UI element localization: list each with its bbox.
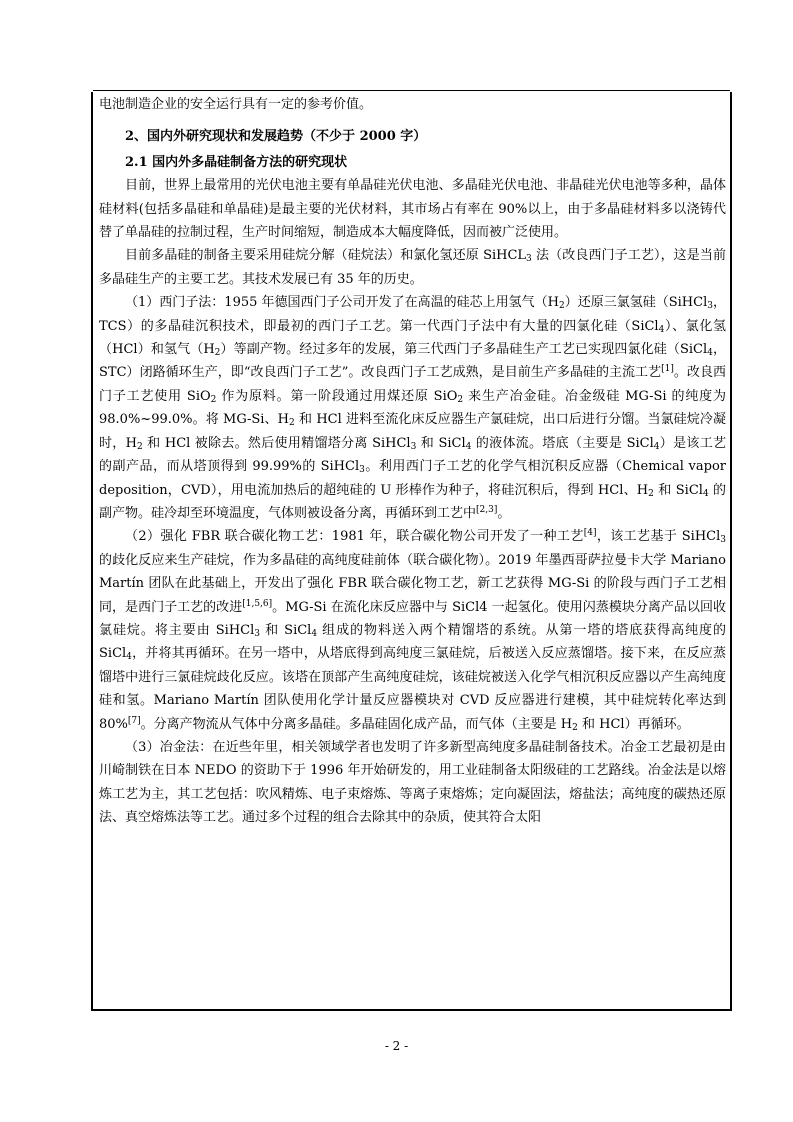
subscript: 4 [707,348,713,359]
text-run: ，并将其再循环。在另一塔中，从塔底得到高纯度三氯硅烷，后被送入反应蒸馏塔。接下来，在反应蒸馏塔中进行三氯硅烷歧化反应。该塔在顶部产生高纯度硅烷，该硅烷被送入化学气相沉积反应器以产生高纯度硅和氢。Mariano Martín 团队使用化学计量反应器模块对 CVD 反应器进行建模，其中硅烷转化率达到 80% [99,646,726,732]
subscript: 3 [359,465,365,476]
subscript: 2 [136,441,143,452]
subscript: 3 [254,628,261,639]
text-run: 组成的物料送入两个精馏塔的系统。从第一塔的塔底获得高纯度的 SiCl [99,622,727,662]
body-paragraph [99,174,726,244]
text-run: 的副产物。硅冷却至环境温度，气体则被设备分离，再循环到工艺中 [99,482,727,521]
body-paragraph [99,291,726,525]
text-run: 的液体流。塔底（主要是 SiCl [471,435,654,451]
text-run: 2.1 国内外多晶硅制备方法的研究现状 [125,154,348,170]
text-run: 目前多晶硅的制备主要采用硅烷分解（硅烷法）和氯化氢还原 SiHCL [125,248,527,264]
body-paragraph [99,93,726,116]
document-body [99,93,726,830]
citation-ref: [1,5,6] [242,598,273,609]
body-paragraph [99,244,726,291]
citation-ref: [1] [661,364,674,375]
text-run: 目前，世界上最常用的光伏电池主要有单晶硅光伏电池、多晶硅光伏电池、非晶硅光伏电池等多种，晶体硅材料(包括多晶硅和单晶硅)是最主要的光伏材料，其市场占有率在 90%以上，由于多晶硅材料多以浇铸代替了单晶硅的拉制过程，生产时间缩短，制造成本大幅度降低，因而被广泛使用。 [99,178,726,241]
subscript: 2 [572,722,578,733]
text-run: 来生产冶金硅。冶金级硅 MG-Si 的纯度为 98.0%~99.0%。将 MG-Si、H [99,388,726,428]
text-run: ）等副产物。经过多年的发展，第三代西门子多晶硅生产工艺已实现四氯化硅（SiCl [220,342,708,358]
text-run: （2）强化 FBR 联合碳化物工艺：1981 年，联合碳化物公司开发了一种工艺 [125,529,584,545]
text-run: ，TCS）的多晶硅沉积技术，即最初的西门子工艺。第一代西门子法中有大量的四氯化硅（SiCl [99,295,726,334]
citation-ref: [2,3] [476,504,498,515]
text-run: 和 HCl 进料至流化床反应器生产氯硅烷，出口后进行分馏。当氯硅烷冷凝时，H [99,412,726,451]
text-run: 法（改良西门子工艺），这是当前多晶硅生产的主要工艺。其技术发展已有 35 年的历史。 [99,248,726,287]
body-paragraph [99,525,726,736]
subscript: 3 [526,254,532,265]
text-run: 和 SiCl [416,435,466,451]
text-run: ，STC）闭路循环生产，即“改良西门子工艺”。改良西门子工艺成熟，是目前生产多晶硅的主流工艺 [99,342,727,381]
text-run: 。MG-Si 在流化床反应器中与 SiCl4 一起氢化。使用闪蒸模块分离产品以回收氯硅烷。将主要由 SiHCl [99,599,726,638]
subscript: 2 [289,418,295,429]
subscript: 2 [210,394,217,405]
text-run: 和 HCl 被除去。然后使用精馏塔分离 SiHCl [142,435,411,451]
subscript: 4 [653,441,660,452]
text-run: ）是该工艺的副产品，而从塔顶得到 99.99%的 SiHCl [99,435,727,475]
subscript: 4 [311,628,318,639]
page-number: - 2 - [384,1039,409,1053]
text-run: ）还原三氯氢硅（SiHCl [564,295,708,311]
subscript: 2 [558,301,565,312]
text-run: 。分离产物流从气体中分离多晶硅。多晶硅固化成产品，而气体（主要是 H [140,716,573,732]
text-run: （1）西门子法：1955 年德国西门子公司开发了在高温的硅芯上用氢气（H [125,295,559,311]
text-run: ）、氯化氢（HCl）和氢气（H [99,318,726,358]
subscript: 2 [214,348,221,359]
text-run: 和 SiCl [260,622,312,638]
subscript: 3 [410,441,417,452]
subscript: 3 [720,535,726,546]
subscript: 4 [658,324,665,335]
citation-ref: [4] [583,528,597,539]
text-run: 的歧化反应来生产硅烷，作为多晶硅的高纯度硅前体（联合碳化物）。2019 年墨西哥萨拉曼卡大学 Mariano Martín 团队在此基础上，开发出了强化 FBR 联合碳化物工艺，新工艺获得 MG-Si 的阶段与西门子工艺相同，是西门子工艺的改进 [99,552,726,615]
subscript: 2 [457,394,464,405]
citation-ref: [7] [127,715,141,726]
body-paragraph [99,736,726,830]
section-heading [99,125,726,148]
text-run: 。 [497,505,511,521]
subscript: 2 [648,488,654,499]
text-run: ，该工艺基于 SiHCl [596,529,721,545]
subscript: 4 [465,441,472,452]
text-run: 。改良西门子工艺使用 SiO [99,365,726,404]
text-run: 电池制造企业的安全运行具有一定的参考价值。 [99,97,373,112]
subscript: 3 [707,301,713,312]
subscript: 4 [126,652,132,663]
text-run: 和 HCl）再循环。 [577,716,690,732]
text-run: （3）冶金法：在近些年里，相关领域学者也发明了许多新型高纯度多晶硅制备技术。冶金工艺最初是由川崎制铁在日本 NEDO 的资助下于 1996 年开始研发的，用工业硅制备太阳级硅的工艺路线。冶金法是以熔炼工艺为主，其工艺包括：吹风精炼、电子束熔炼、等离子束熔炼；定向凝固法，熔盐法；高纯度的碳热还原法、真空熔炼法等工艺。通过多个过程的组合去除其中的杂质，使其符合太阳 [99,739,726,826]
subscript: 4 [702,488,709,499]
subsection-heading [99,151,726,174]
text-run: 2、国内外研究现状和发展趋势（不少于 2000 字） [125,129,427,145]
text-run: 作为原料。第一阶段通过用煤还原 SiO [216,388,458,404]
text-run: 。利用西门子工艺的化学气相沉积反应器（Chemical vapor deposition，CVD），用电流加热后的超纯硅的 U 形棒作为种子，将硅沉积后，得到 HCl、H [99,459,726,498]
text-run: 和 SiCl [653,482,703,498]
